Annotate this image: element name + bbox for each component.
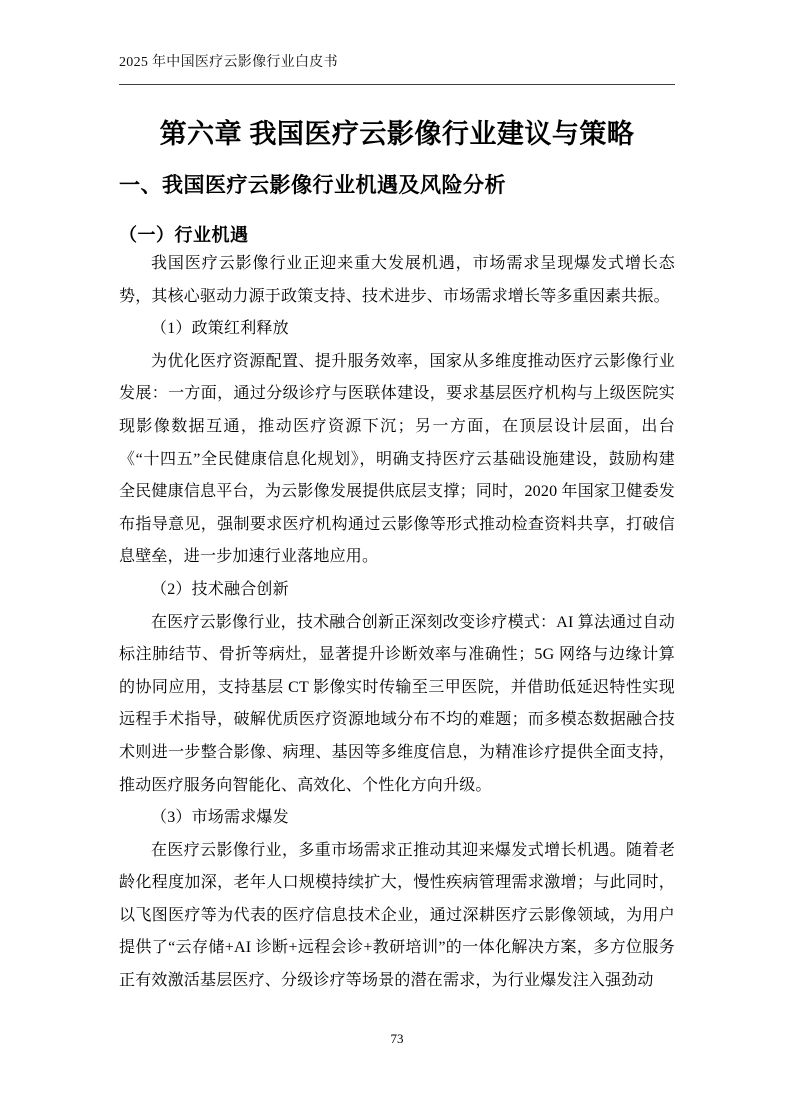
intro-paragraph: 我国医疗云影像行业正迎来重大发展机遇，市场需求呈现爆发式增长态势，其核心驱动力源于政策支持、技术进步、市场需求增长等多重因素共振。: [119, 255, 675, 305]
chapter-title: 第六章 我国医疗云影像行业建议与策略: [159, 119, 635, 150]
page-number: 73: [390, 1031, 404, 1046]
market-item-heading: （3）市场需求爆发: [151, 809, 289, 827]
section-heading: 一、我国医疗云影像行业机遇及风险分析: [119, 174, 506, 198]
market-paragraph: 在医疗云影像行业，多重市场需求正推动其迎来爆发式增长机遇。随着老龄化程度加深，老年人口规模持续扩大，慢性疾病管理需求激增；与此同时，以飞图医疗等为代表的医疗信息技术企业，通过深耕医疗云影像领域，为用户提供了“云存储+AI 诊断+远程会诊+教研培训”的一体化解决方案，多方位服务正有效激活基层医疗、分级诊疗等场景的潜在需求，为行业爆发注入强劲动: [119, 841, 675, 990]
tech-item-heading: （2）技术融合创新: [151, 580, 289, 598]
subsection-heading: （一）行业机遇: [119, 225, 249, 245]
policy-item-heading: （1）政策红利释放: [151, 320, 289, 338]
tech-paragraph: 在医疗云影像行业，技术融合创新正深刻改变诊疗模式：AI 算法通过自动标注肺结节、骨折等病灶，显著提升诊断效率与准确性；5G 网络与边缘计算的协同应用，支持基层 CT 影像实时传输至三甲医院，并借助低延迟特性实现远程手术指导，破解优质医疗资源地域分布不均的难题；而多模态数据融合技术则进一步整合影像、病理、基因等多维度信息，为精准诊疗提供全面支持，推动医疗服务向智能化、高效化、个性化方向升级。: [119, 613, 675, 794]
running-header: 2025 年中国医疗云影像行业白皮书: [119, 55, 338, 70]
body-text-block: [119, 248, 675, 998]
policy-paragraph: 为优化医疗资源配置、提升服务效率，国家从多维度推动医疗云影像行业发展：一方面，通过分级诊疗与医联体建设，要求基层医疗机构与上级医院实现影像数据互通，推动医疗资源下沉；另一方面，在顶层设计层面，出台《“十四五”全民健康信息化规划》，明确支持医疗云基础设施建设，鼓励构建全民健康信息平台，为云影像发展提供底层支撑；同时，2020 年国家卫健委发布指导意见，强制要求医疗机构通过云影像等形式推动检查资料共享，打破信息壁垒，进一步加速行业落地应用。: [119, 352, 675, 566]
header-rule-divider: [119, 84, 675, 85]
